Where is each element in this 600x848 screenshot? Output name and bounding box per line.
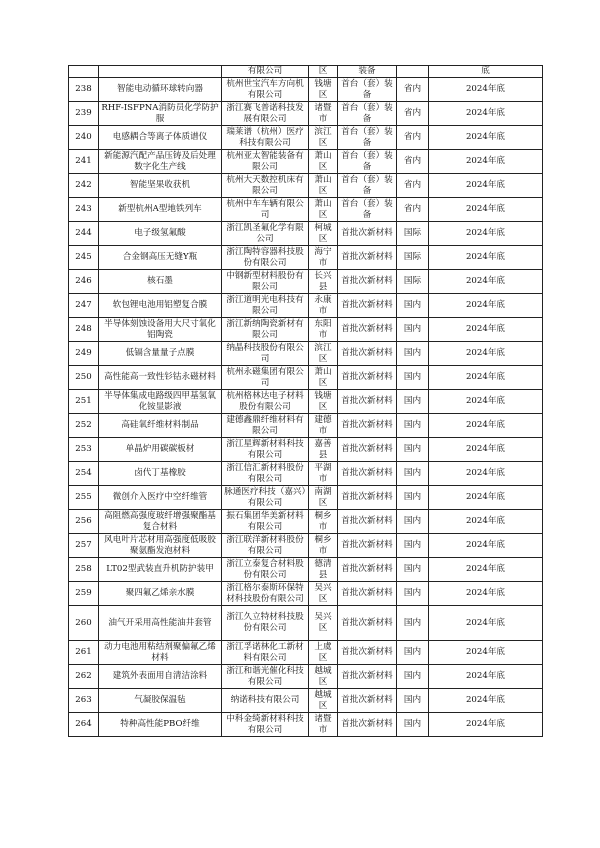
date-cell: 底 — [429, 66, 543, 78]
date-cell: 2024年底 — [429, 414, 543, 438]
level-cell: 国内 — [397, 582, 429, 606]
row-number-cell: 246 — [69, 270, 99, 294]
product-name-cell: 高硅氧纤维材料制品 — [99, 414, 222, 438]
product-name-cell: 微创介入医疗中空纤维管 — [99, 486, 222, 510]
area-cell: 萧山区 — [309, 366, 338, 390]
row-number-cell: 242 — [69, 174, 99, 198]
area-cell: 区 — [309, 66, 338, 78]
company-cell: 浙江星辉新材料科技有限公司 — [222, 438, 309, 462]
company-cell: 浙江信汇新材料股份有限公司 — [222, 462, 309, 486]
date-cell: 2024年底 — [429, 198, 543, 222]
company-cell: 脉通医疗科技（嘉兴）有限公司 — [222, 486, 309, 510]
area-cell: 桐乡市 — [309, 510, 338, 534]
area-cell: 长兴县 — [309, 270, 338, 294]
area-cell: 萧山区 — [309, 174, 338, 198]
row-number-cell: 239 — [69, 102, 99, 126]
company-cell: 浙江和谐光催化科技有限公司 — [222, 665, 309, 689]
category-cell: 首台（套）装备 — [338, 102, 397, 126]
table-body — [69, 66, 543, 737]
product-name-cell: 软包锂电池用铝塑复合膜 — [99, 294, 222, 318]
table-row — [69, 462, 543, 486]
product-name-cell: 高性能高一致性钐钴永磁材料 — [99, 366, 222, 390]
product-name-cell: 建筑外表面用自清洁涂料 — [99, 665, 222, 689]
category-cell: 装备 — [338, 66, 397, 78]
row-number-cell: 262 — [69, 665, 99, 689]
level-cell: 国内 — [397, 510, 429, 534]
area-cell: 萧山区 — [309, 150, 338, 174]
category-cell: 首批次新材料 — [338, 414, 397, 438]
date-cell: 2024年底 — [429, 174, 543, 198]
table-row — [69, 246, 543, 270]
date-cell: 2024年底 — [429, 126, 543, 150]
company-cell: 浙江道明光电科技有限公司 — [222, 294, 309, 318]
area-cell: 滨江区 — [309, 342, 338, 366]
area-cell: 诸暨市 — [309, 102, 338, 126]
row-number-cell: 244 — [69, 222, 99, 246]
company-cell: 浙江凯圣氟化学有限公司 — [222, 222, 309, 246]
table-row — [69, 222, 543, 246]
product-name-cell: 半导体集成电路级四甲基氢氧化铵显影液 — [99, 390, 222, 414]
product-name-cell: 智能电动循环球转向器 — [99, 78, 222, 102]
product-name-cell: 气凝胶保温毡 — [99, 689, 222, 713]
level-cell: 省内 — [397, 126, 429, 150]
level-cell: 国内 — [397, 534, 429, 558]
table-row — [69, 641, 543, 665]
date-cell: 2024年底 — [429, 390, 543, 414]
level-cell: 国内 — [397, 390, 429, 414]
product-name-cell: 聚四氟乙烯亲水膜 — [99, 582, 222, 606]
category-cell: 首批次新材料 — [338, 438, 397, 462]
row-number-cell: 260 — [69, 606, 99, 641]
company-cell: 浙江赛飞普诺科技发展有限公司 — [222, 102, 309, 126]
date-cell: 2024年底 — [429, 689, 543, 713]
table-row — [69, 126, 543, 150]
table-row — [69, 438, 543, 462]
level-cell: 省内 — [397, 150, 429, 174]
level-cell: 省内 — [397, 78, 429, 102]
company-cell: 杭州大天数控机床有限公司 — [222, 174, 309, 198]
category-cell: 首批次新材料 — [338, 462, 397, 486]
date-cell: 2024年底 — [429, 510, 543, 534]
category-cell: 首台（套）装备 — [338, 198, 397, 222]
product-name-cell: 高阻燃高强度玻纤增强聚酯基复合材料 — [99, 510, 222, 534]
area-cell: 吴兴区 — [309, 606, 338, 641]
row-number-cell: 245 — [69, 246, 99, 270]
table-row — [69, 689, 543, 713]
row-number-cell: 240 — [69, 126, 99, 150]
category-cell: 首批次新材料 — [338, 246, 397, 270]
table-row — [69, 78, 543, 102]
area-cell: 钱塘区 — [309, 390, 338, 414]
project-table — [68, 65, 543, 737]
table-row — [69, 150, 543, 174]
category-cell: 首批次新材料 — [338, 641, 397, 665]
table-row — [69, 102, 543, 126]
date-cell: 2024年底 — [429, 318, 543, 342]
row-number-cell: 251 — [69, 390, 99, 414]
row-number-cell: 255 — [69, 486, 99, 510]
area-cell: 柯城区 — [309, 222, 338, 246]
category-cell: 首批次新材料 — [338, 582, 397, 606]
table-row — [69, 558, 543, 582]
level-cell: 省内 — [397, 174, 429, 198]
level-cell: 国内 — [397, 414, 429, 438]
category-cell: 首批次新材料 — [338, 366, 397, 390]
row-number-cell: 238 — [69, 78, 99, 102]
company-cell: 浙江新纳陶瓷新材有限公司 — [222, 318, 309, 342]
row-number-cell: 256 — [69, 510, 99, 534]
product-name-cell: 智能坚果收获机 — [99, 174, 222, 198]
table-row — [69, 174, 543, 198]
level-cell: 国际 — [397, 222, 429, 246]
table-row — [69, 582, 543, 606]
date-cell: 2024年底 — [429, 665, 543, 689]
level-cell: 国际 — [397, 246, 429, 270]
company-cell: 杭州亚太智能装备有限公司 — [222, 150, 309, 174]
row-number-cell: 254 — [69, 462, 99, 486]
area-cell: 越城区 — [309, 689, 338, 713]
table-row — [69, 366, 543, 390]
table-row — [69, 342, 543, 366]
date-cell: 2024年底 — [429, 582, 543, 606]
company-cell: 杭州格林达电子材料股份有限公司 — [222, 390, 309, 414]
date-cell: 2024年底 — [429, 78, 543, 102]
row-number-cell: 264 — [69, 713, 99, 737]
category-cell: 首批次新材料 — [338, 270, 397, 294]
row-number-cell: 263 — [69, 689, 99, 713]
row-number-cell: 259 — [69, 582, 99, 606]
date-cell: 2024年底 — [429, 641, 543, 665]
company-cell: 杭州世宝汽车方向机有限公司 — [222, 78, 309, 102]
product-name-cell: 核石墨 — [99, 270, 222, 294]
area-cell: 钱塘区 — [309, 78, 338, 102]
date-cell: 2024年底 — [429, 606, 543, 641]
area-cell: 越城区 — [309, 665, 338, 689]
area-cell: 滨江区 — [309, 126, 338, 150]
date-cell: 2024年底 — [429, 342, 543, 366]
category-cell: 首批次新材料 — [338, 689, 397, 713]
row-number-cell: 258 — [69, 558, 99, 582]
company-cell: 浙江陶特容器科技股份有限公司 — [222, 246, 309, 270]
product-name-cell: 新能源汽配产品压铸及后处理数字化生产线 — [99, 150, 222, 174]
product-name-cell: LT02型武装直升机防护装甲 — [99, 558, 222, 582]
product-name-cell: 单晶炉用碳碳板材 — [99, 438, 222, 462]
product-name-cell: 电子级氢氟酸 — [99, 222, 222, 246]
table-row — [69, 606, 543, 641]
company-cell: 中钢新型材料股份有限公司 — [222, 270, 309, 294]
area-cell: 桐乡市 — [309, 534, 338, 558]
category-cell: 首批次新材料 — [338, 534, 397, 558]
table-row — [69, 713, 543, 737]
level-cell: 国内 — [397, 641, 429, 665]
table-row — [69, 270, 543, 294]
product-name-cell: 半导体刻蚀设备用大尺寸氧化铝陶瓷 — [99, 318, 222, 342]
company-cell: 杭州中车车辆有限公司 — [222, 198, 309, 222]
row-number-cell — [69, 66, 99, 78]
date-cell: 2024年底 — [429, 150, 543, 174]
table-row — [69, 534, 543, 558]
level-cell: 国内 — [397, 462, 429, 486]
row-number-cell: 248 — [69, 318, 99, 342]
date-cell: 2024年底 — [429, 534, 543, 558]
date-cell: 2024年底 — [429, 486, 543, 510]
date-cell: 2024年底 — [429, 246, 543, 270]
level-cell: 国内 — [397, 689, 429, 713]
area-cell: 萧山区 — [309, 198, 338, 222]
table-row — [69, 66, 543, 78]
date-cell: 2024年底 — [429, 462, 543, 486]
category-cell: 首批次新材料 — [338, 713, 397, 737]
company-cell: 纳晶科技股份有限公司 — [222, 342, 309, 366]
company-cell: 杭州永磁集团有限公司 — [222, 366, 309, 390]
table-row — [69, 390, 543, 414]
company-cell: 建德鑫鼎纤维材料有限公司 — [222, 414, 309, 438]
level-cell: 省内 — [397, 198, 429, 222]
level-cell: 省内 — [397, 102, 429, 126]
level-cell: 国际 — [397, 270, 429, 294]
area-cell: 平湖市 — [309, 462, 338, 486]
category-cell: 首批次新材料 — [338, 665, 397, 689]
company-cell: 有限公司 — [222, 66, 309, 78]
level-cell: 国内 — [397, 318, 429, 342]
company-cell: 浙江久立特材科技股份有限公司 — [222, 606, 309, 641]
company-cell: 瑞莱谱（杭州）医疗科技有限公司 — [222, 126, 309, 150]
date-cell: 2024年底 — [429, 366, 543, 390]
area-cell: 诸暨市 — [309, 713, 338, 737]
date-cell: 2024年底 — [429, 438, 543, 462]
date-cell: 2024年底 — [429, 270, 543, 294]
category-cell: 首台（套）装备 — [338, 78, 397, 102]
row-number-cell: 257 — [69, 534, 99, 558]
date-cell: 2024年底 — [429, 713, 543, 737]
row-number-cell: 253 — [69, 438, 99, 462]
category-cell: 首批次新材料 — [338, 222, 397, 246]
product-name-cell: 卤代丁基橡胶 — [99, 462, 222, 486]
product-name-cell: 低镉含量量子点膜 — [99, 342, 222, 366]
category-cell: 首批次新材料 — [338, 294, 397, 318]
product-name-cell: 合金钢高压无缝Y瓶 — [99, 246, 222, 270]
level-cell: 国内 — [397, 486, 429, 510]
product-name-cell: 动力电池用粘结剂聚偏氟乙烯材料 — [99, 641, 222, 665]
row-number-cell: 241 — [69, 150, 99, 174]
company-cell: 振石集团华美新材料有限公司 — [222, 510, 309, 534]
area-cell: 南湖区 — [309, 486, 338, 510]
product-name-cell: 油气开采用高性能油井套管 — [99, 606, 222, 641]
area-cell: 上虞区 — [309, 641, 338, 665]
area-cell: 吴兴区 — [309, 582, 338, 606]
category-cell: 首批次新材料 — [338, 510, 397, 534]
table-row — [69, 414, 543, 438]
date-cell: 2024年底 — [429, 558, 543, 582]
date-cell: 2024年底 — [429, 294, 543, 318]
area-cell: 海宁市 — [309, 246, 338, 270]
product-name-cell: 特种高性能PBO纤维 — [99, 713, 222, 737]
date-cell: 2024年底 — [429, 102, 543, 126]
level-cell: 国内 — [397, 558, 429, 582]
product-name-cell: 电感耦合等离子体质谱仪 — [99, 126, 222, 150]
level-cell: 国内 — [397, 342, 429, 366]
row-number-cell: 243 — [69, 198, 99, 222]
level-cell: 国内 — [397, 294, 429, 318]
area-cell: 东阳市 — [309, 318, 338, 342]
category-cell: 首台（套）装备 — [338, 174, 397, 198]
table-row — [69, 510, 543, 534]
row-number-cell: 249 — [69, 342, 99, 366]
company-cell: 浙江格尔泰斯环保特材科技股份有限公司 — [222, 582, 309, 606]
area-cell: 嘉善县 — [309, 438, 338, 462]
product-name-cell: 风电叶片芯材用高强度低吸胶聚氨酯发泡材料 — [99, 534, 222, 558]
table-row — [69, 486, 543, 510]
category-cell: 首批次新材料 — [338, 486, 397, 510]
level-cell: 国内 — [397, 438, 429, 462]
row-number-cell: 247 — [69, 294, 99, 318]
level-cell: 国内 — [397, 366, 429, 390]
company-cell: 中科金绮新材料科技有限公司 — [222, 713, 309, 737]
row-number-cell: 252 — [69, 414, 99, 438]
product-name-cell: 新型杭州A型地铁列车 — [99, 198, 222, 222]
company-cell: 浙江联洋新材料股份有限公司 — [222, 534, 309, 558]
category-cell: 首台（套）装备 — [338, 126, 397, 150]
category-cell: 首批次新材料 — [338, 606, 397, 641]
category-cell: 首台（套）装备 — [338, 150, 397, 174]
level-cell: 国内 — [397, 713, 429, 737]
company-cell: 纳诺科技有限公司 — [222, 689, 309, 713]
category-cell: 首批次新材料 — [338, 558, 397, 582]
category-cell: 首批次新材料 — [338, 342, 397, 366]
company-cell: 浙江立泰复合材料股份有限公司 — [222, 558, 309, 582]
product-name-cell: RHF-ⅠSFPNA消防员化学防护服 — [99, 102, 222, 126]
area-cell: 永康市 — [309, 294, 338, 318]
table-row — [69, 294, 543, 318]
table-row — [69, 198, 543, 222]
table-row — [69, 318, 543, 342]
category-cell: 首批次新材料 — [338, 318, 397, 342]
area-cell: 德清县 — [309, 558, 338, 582]
area-cell: 建德市 — [309, 414, 338, 438]
row-number-cell: 250 — [69, 366, 99, 390]
company-cell: 浙江孚诺林化工新材料有限公司 — [222, 641, 309, 665]
date-cell: 2024年底 — [429, 222, 543, 246]
level-cell: 国内 — [397, 665, 429, 689]
product-name-cell — [99, 66, 222, 78]
row-number-cell: 261 — [69, 641, 99, 665]
level-cell: 国内 — [397, 606, 429, 641]
category-cell: 首批次新材料 — [338, 390, 397, 414]
table-row — [69, 665, 543, 689]
level-cell — [397, 66, 429, 78]
